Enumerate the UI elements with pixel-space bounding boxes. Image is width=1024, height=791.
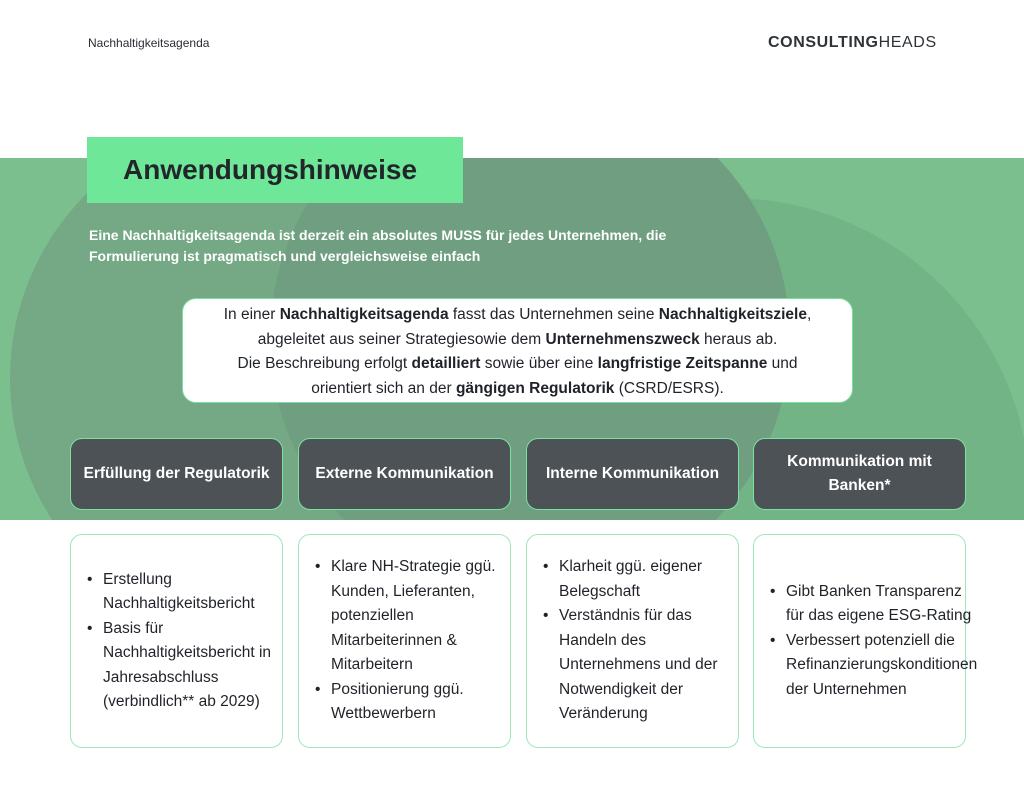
bullet-list [71, 568, 282, 715]
bullet-icon: • [87, 619, 93, 637]
detail-card-interne-kommunikation [526, 534, 739, 748]
category-box-kommunikation-banken: Kommunikation mit Banken* [753, 438, 966, 510]
list-item: • Verständnis für das Handeln des Unternehmens und der Notwendigkeit der Veränderung [543, 604, 734, 727]
callout-line-2: abgeleitet aus seiner Strategiesowie dem Unternehmenszweck heraus ab. [257, 330, 778, 348]
intro-text: Eine Nachhaltigkeitsagenda ist derzeit ein absolutes MUSS für jedes Unternehmen, die Formulierung ist pragmatisch und vergleichsweise einfach [89, 227, 667, 264]
bullet-icon: • [770, 582, 776, 600]
callout-line-1: In einer Nachhaltigkeitsagenda fasst das Unternehmen seine Nachhaltigkeitsziele, [223, 306, 812, 323]
list-item: • Klarheit ggü. eigener Belegschaft [543, 555, 734, 604]
bullet-list [299, 555, 510, 727]
list-item: • Klare NH-Strategie ggü. Kunden, Lieferanten, potenziellen Mitarbeiterinnen & Mitarbeitern [315, 555, 506, 678]
title-banner [87, 137, 463, 203]
brand-logo-bold: CONSULTING [768, 34, 879, 51]
detail-card-regulatorik [70, 534, 283, 748]
page-title: Anwendungshinweise [123, 154, 418, 185]
list-item: • Erstellung Nachhaltigkeitsbericht [87, 568, 276, 617]
category-box-externe-kommunikation: Externe Kommunikation [298, 438, 511, 510]
list-item: • Positionierung ggü. Wettbewerbern [315, 678, 506, 727]
bullet-icon: • [315, 680, 321, 698]
list-item: • Basis für Nachhaltigkeitsbericht in Jahresabschluss (verbindlich** ab 2029) [87, 617, 276, 715]
bullet-list [754, 580, 979, 703]
callout-line-4: orientiert sich an der gängigen Regulatorik (CSRD/ESRS). [311, 379, 724, 397]
bullet-icon: • [543, 558, 549, 576]
bullet-list [527, 555, 738, 727]
brand-logo-light: HEADS [878, 34, 937, 51]
list-item: • Verbessert potenziell die Refinanzierungskonditionen der Unternehmen [770, 629, 977, 703]
document-label: Nachhaltigkeitsagenda [88, 36, 210, 50]
category-box-regulatorik: Erfüllung der Regulatorik [70, 438, 283, 510]
detail-card-kommunikation-banken [753, 534, 978, 748]
bullet-icon: • [87, 570, 93, 588]
category-box-interne-kommunikation: Interne Kommunikation [526, 438, 739, 510]
bullet-icon: • [543, 607, 549, 625]
brand-logo [768, 34, 937, 52]
detail-card-externe-kommunikation [298, 534, 511, 748]
list-item: • Gibt Banken Transparenz für das eigene ESG-Rating [770, 580, 977, 629]
bullet-icon: • [315, 558, 321, 576]
callout-line-3: Die Beschreibung erfolgt detailliert sowie über eine langfristige Zeitspanne und [237, 355, 798, 372]
bullet-icon: • [770, 631, 776, 649]
definition-callout [182, 298, 853, 403]
